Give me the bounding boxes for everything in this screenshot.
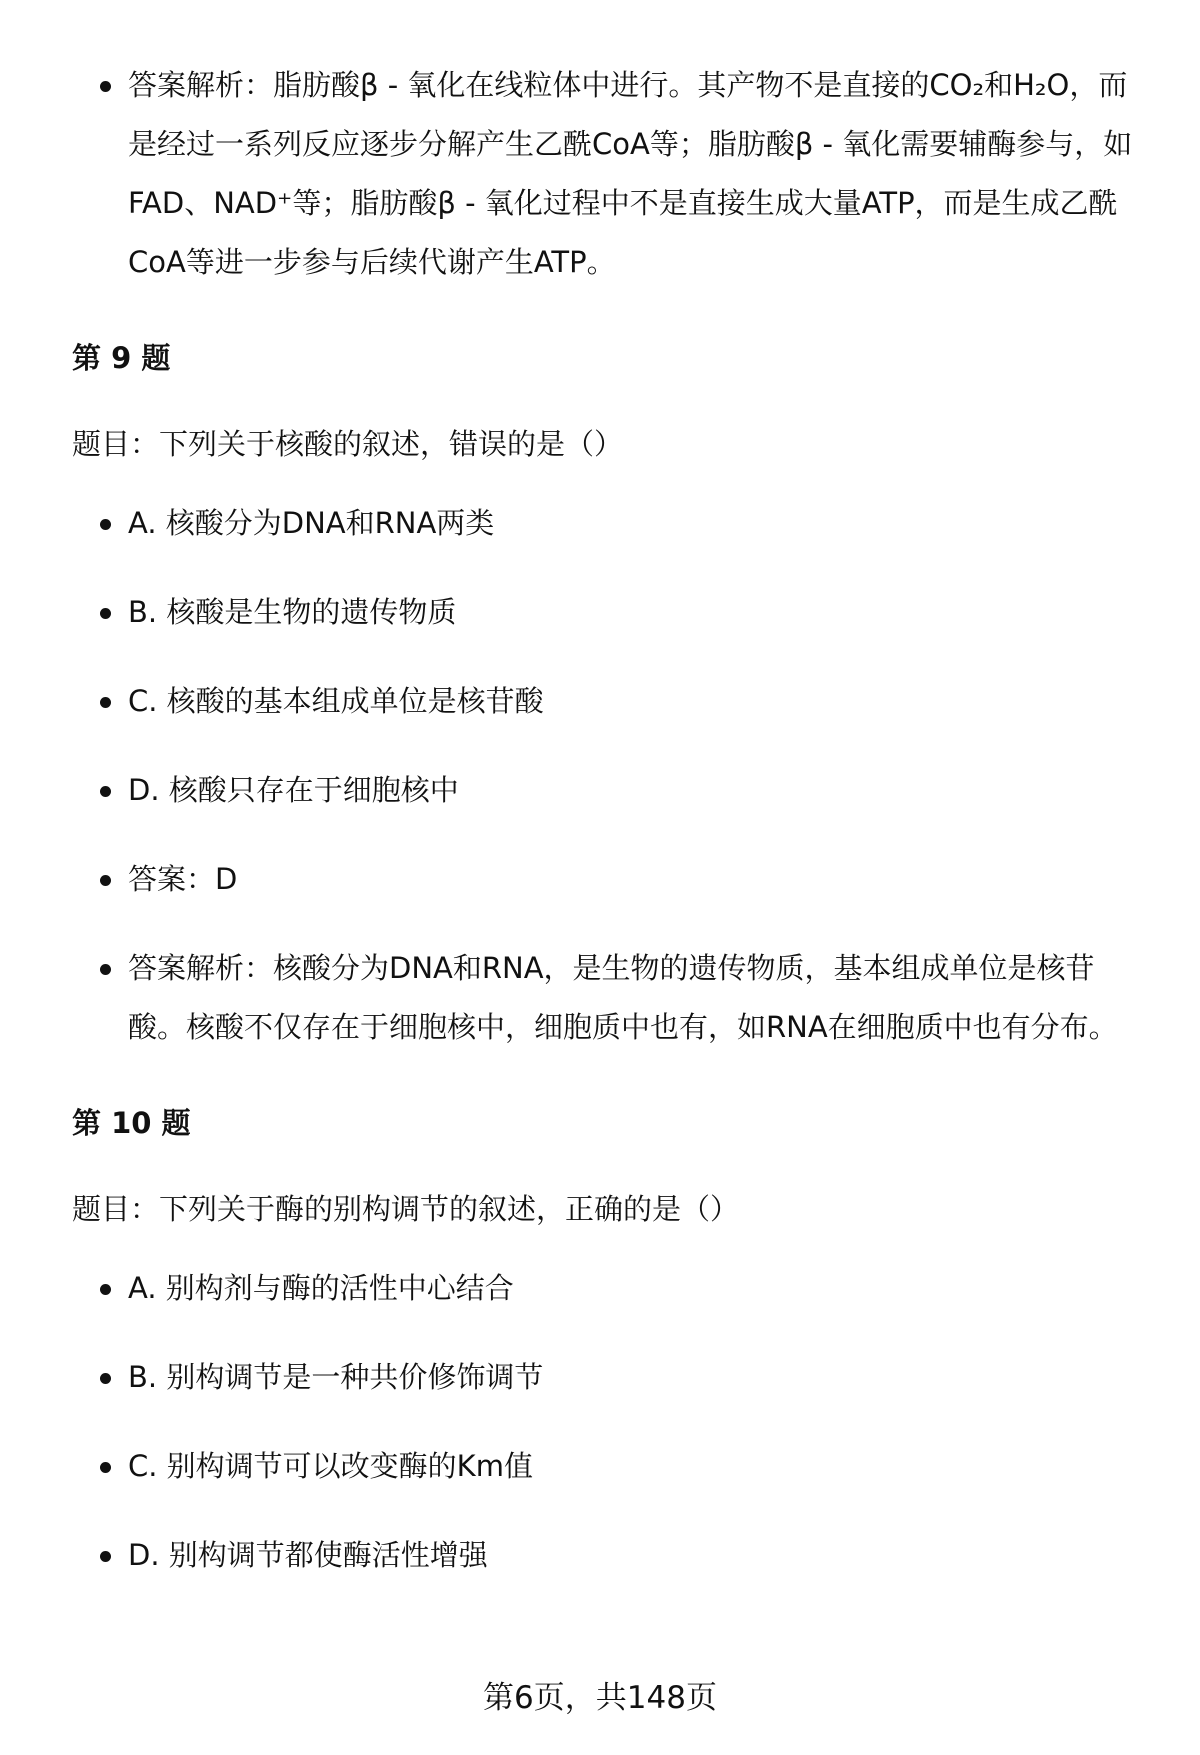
- page-content: [72, 56, 1152, 1585]
- q9-heading: 第 9 题: [72, 341, 171, 375]
- page-footer: 第6页，共148页: [483, 1680, 717, 1716]
- q9-option-d: D. 核酸只存在于细胞核中: [72, 761, 1152, 820]
- q8-explanation: 答案解析：脂肪酸β - 氧化在线粒体中进行。其产物不是直接的CO₂和H₂O，而是经过一系列反应逐步分解产生乙酰CoA等；脂肪酸β - 氧化需要辅酶参与，如FAD、NAD⁺等；脂肪酸β - 氧化过程中不是直接生成大量ATP，而是生成乙酰CoA等进一步参与后续代谢产生ATP。: [72, 56, 1152, 292]
- q10-question: 题目：下列关于酶的别构调节的叙述，正确的是（）: [72, 1192, 740, 1226]
- q9-question: 题目：下列关于核酸的叙述，错误的是（）: [72, 427, 624, 461]
- q10-heading: 第 10 题: [72, 1106, 191, 1140]
- q9-option-b: B. 核酸是生物的遗传物质: [72, 583, 1152, 642]
- q9-option-c: C. 核酸的基本组成单位是核苷酸: [72, 672, 1152, 731]
- q10-option-c: C. 别构调节可以改变酶的Km值: [72, 1437, 1152, 1496]
- q9-answer: 答案：D: [72, 850, 1152, 909]
- q9-option-a: A. 核酸分为DNA和RNA两类: [72, 494, 1152, 553]
- q10-option-a: A. 别构剂与酶的活性中心结合: [72, 1259, 1152, 1318]
- q9-explanation: 答案解析：核酸分为DNA和RNA，是生物的遗传物质，基本组成单位是核苷酸。核酸不仅存在于细胞核中，细胞质中也有，如RNA在细胞质中也有分布。: [72, 939, 1152, 1057]
- q10-option-d: D. 别构调节都使酶活性增强: [72, 1526, 1152, 1585]
- q10-option-b: B. 别构调节是一种共价修饰调节: [72, 1348, 1152, 1407]
